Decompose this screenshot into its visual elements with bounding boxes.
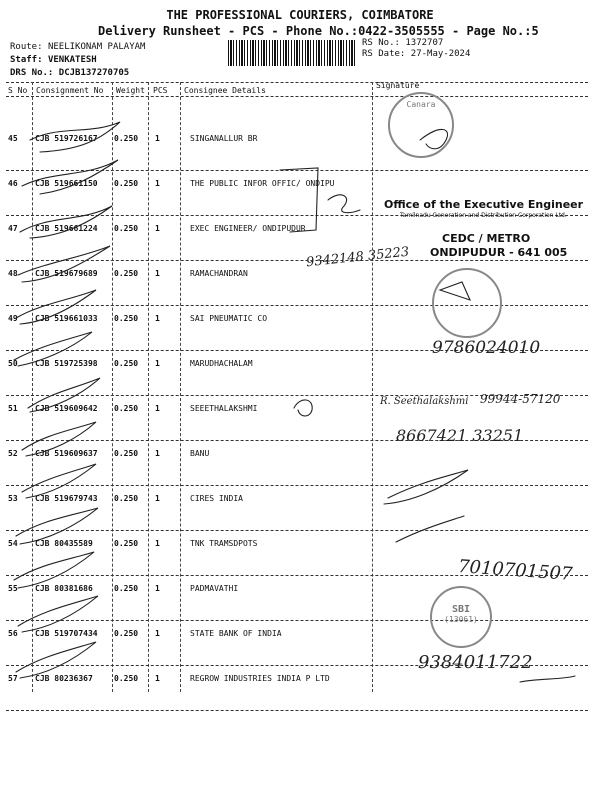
row-consignment-no: CJB 519609642 xyxy=(35,404,98,413)
row-weight: 0.250 xyxy=(114,314,139,323)
handwritten-name: R. Seethalakshmi xyxy=(380,396,469,407)
row-consignment-no: CJB 519725398 xyxy=(35,359,98,368)
row-consignment-no: CJB 519679689 xyxy=(35,269,98,278)
staff-value: VENKATESH xyxy=(47,55,97,65)
signature-mark xyxy=(20,206,112,238)
col-consignee: Consignee Details xyxy=(184,86,266,95)
row-consignee: STATE BANK OF INDIA xyxy=(190,629,282,638)
row-weight: 0.250 xyxy=(114,584,139,593)
signature-mark xyxy=(294,400,312,416)
signature-mark xyxy=(28,378,100,412)
row-consignee: SEEETHALAKSHMI xyxy=(190,404,258,413)
row-weight: 0.250 xyxy=(114,359,139,368)
row-weight: 0.250 xyxy=(114,269,139,278)
signature-mark xyxy=(16,508,98,544)
stamp-text: Canara xyxy=(406,100,436,109)
row-consignee: SINGANALLUR BR xyxy=(190,134,258,143)
canara-bank-stamp xyxy=(388,92,454,158)
exec-engineer-stamp-address: ONDIPUDUR - 641 005 xyxy=(430,246,568,259)
row-consignee: EXEC ENGINEER/ ONDIPUDUR xyxy=(190,224,306,233)
row-pcs: 1 xyxy=(155,404,160,413)
row-consignee: PADMAVATHI xyxy=(190,584,239,593)
col-weight: Weight xyxy=(116,86,145,95)
row-consignee: BANU xyxy=(190,449,210,458)
row-pcs: 1 xyxy=(155,629,160,638)
row-consignee: SAI PNEUMATIC CO xyxy=(190,314,268,323)
row-weight: 0.250 xyxy=(114,224,139,233)
rs-date-value: 27-May-2024 xyxy=(410,49,471,59)
row-pcs: 1 xyxy=(155,179,160,188)
signature-mark xyxy=(384,470,468,504)
drs-value: DCJB137270705 xyxy=(58,68,130,78)
row-pcs: 1 xyxy=(155,224,160,233)
row-consignment-no: CJB 80236367 xyxy=(35,674,93,683)
route-label: Route: xyxy=(10,42,43,52)
staff-label: Staff: xyxy=(10,55,43,65)
row-pcs: 1 xyxy=(155,134,160,143)
row-consignment-no: CJB 519661150 xyxy=(35,179,98,188)
row-sno: 52 xyxy=(8,449,18,458)
row-sno: 56 xyxy=(8,629,18,638)
row-consignee: CIRES INDIA xyxy=(190,494,243,503)
row-consignment-no: CJB 519661224 xyxy=(35,224,98,233)
row-weight: 0.250 xyxy=(114,179,139,188)
rs-no-value: 1372707 xyxy=(405,38,444,48)
row-pcs: 1 xyxy=(155,674,160,683)
handwritten-phone: 7010701507 xyxy=(457,556,574,585)
company-seal-stamp xyxy=(432,268,502,338)
row-sno: 51 xyxy=(8,404,18,413)
company-name: THE PROFESSIONAL COURIERS, COIMBATORE xyxy=(166,8,434,22)
handwritten-phone: 9384011722 xyxy=(418,652,533,673)
row-sno: 55 xyxy=(8,584,18,593)
row-sno: 46 xyxy=(8,179,18,188)
row-consignee: RAMACHANDRAN xyxy=(190,269,248,278)
row-pcs: 1 xyxy=(155,269,160,278)
col-consignment: Consignment No xyxy=(36,86,104,95)
col-pcs: PCS xyxy=(153,86,168,95)
row-consignment-no: CJB 80381686 xyxy=(35,584,93,593)
signature-mark xyxy=(328,195,360,213)
col-sno: S No xyxy=(8,86,28,95)
row-weight: 0.250 xyxy=(114,134,139,143)
row-consignee: TNK TRAMSDPOTS xyxy=(190,539,258,548)
row-consignment-no: CJB 519609637 xyxy=(35,449,98,458)
row-consignment-no: CJB 519707434 xyxy=(35,629,98,638)
signature-mark xyxy=(520,676,575,682)
row-pcs: 1 xyxy=(155,314,160,323)
row-consignment-no: CJB 519661033 xyxy=(35,314,98,323)
rs-date-label: RS Date: xyxy=(362,49,406,59)
signature-mark xyxy=(396,516,464,542)
row-consignee: REGROW INDUSTRIES INDIA P LTD xyxy=(190,674,330,683)
route-value: NEELIKONAM PALAYAM xyxy=(47,42,146,52)
signature-mark xyxy=(16,290,96,324)
stamp-text: (13061) xyxy=(444,615,478,624)
handwritten-phone: 8667421 33251 xyxy=(396,426,524,445)
row-sno: 50 xyxy=(8,359,18,368)
row-pcs: 1 xyxy=(155,449,160,458)
row-consignment-no: CJB 80435589 xyxy=(35,539,93,548)
exec-engineer-stamp-org: Tamilnadu Generation and Distribution Corporation Ltd. xyxy=(400,212,567,219)
row-sno: 53 xyxy=(8,494,18,503)
runsheet-title: Delivery Runsheet - PCS - Phone No.:0422-3505555 - Page No.:5 xyxy=(98,24,539,38)
row-sno: 57 xyxy=(8,674,18,683)
row-consignee: THE PUBLIC INFOR OFFIC/ ONDIPU xyxy=(190,179,335,188)
row-pcs: 1 xyxy=(155,494,160,503)
signature-mark xyxy=(14,332,92,366)
row-sno: 45 xyxy=(8,134,18,143)
signature-mark xyxy=(16,642,96,678)
row-weight: 0.250 xyxy=(114,539,139,548)
handwritten-phone: 9342148 35223 xyxy=(305,244,410,271)
row-sno: 47 xyxy=(8,224,18,233)
row-pcs: 1 xyxy=(155,539,160,548)
handwritten-phone: 9786024010 xyxy=(432,338,541,358)
signature-mark xyxy=(30,122,120,152)
handwritten-phone: 99944-57120 xyxy=(480,392,561,406)
exec-engineer-stamp-title: Office of the Executive Engineer xyxy=(384,198,584,211)
sbi-stamp xyxy=(430,586,492,648)
stamp-text: SBI xyxy=(451,604,471,615)
row-weight: 0.250 xyxy=(114,494,139,503)
rs-no-label: RS No.: xyxy=(362,38,400,48)
row-consignment-no: CJB 519726167 xyxy=(35,134,98,143)
exec-engineer-stamp-office: CEDC / METRO xyxy=(442,232,531,245)
drs-label: DRS No.: xyxy=(10,68,54,78)
row-weight: 0.250 xyxy=(114,674,139,683)
col-signature: Signature xyxy=(376,81,420,90)
row-pcs: 1 xyxy=(155,584,160,593)
signature-mark xyxy=(22,464,96,498)
signature-mark xyxy=(22,422,96,456)
row-sno: 48 xyxy=(8,269,18,278)
row-weight: 0.250 xyxy=(114,629,139,638)
signature-mark xyxy=(22,160,118,194)
row-sno: 54 xyxy=(8,539,18,548)
row-consignment-no: CJB 519679743 xyxy=(35,494,98,503)
row-consignee: MARUDHACHALAM xyxy=(190,359,253,368)
row-pcs: 1 xyxy=(155,359,160,368)
row-sno: 49 xyxy=(8,314,18,323)
signature-mark xyxy=(18,246,110,282)
row-weight: 0.250 xyxy=(114,404,139,413)
signature-mark xyxy=(14,552,94,588)
signature-mark xyxy=(280,168,318,232)
signature-mark xyxy=(18,596,98,632)
row-weight: 0.250 xyxy=(114,449,139,458)
